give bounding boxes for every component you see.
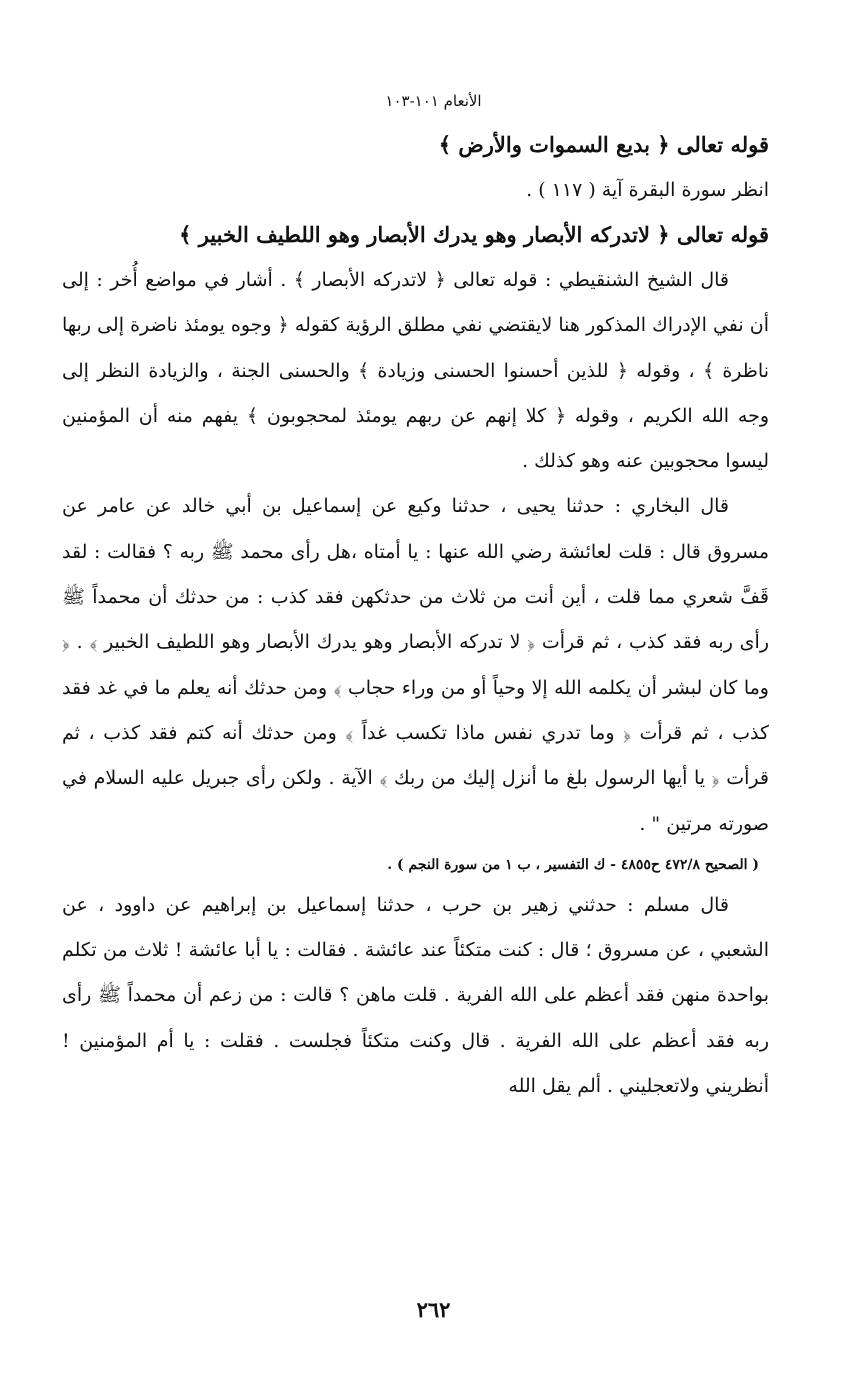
running-header: الأنعام ١٠١-١٠٣ <box>385 92 482 110</box>
cross-reference-baqara: انظر سورة البقرة آية ( ١١٧ ) . <box>526 179 769 201</box>
citation-bukhari: ( الصحيح ٤٧٢/٨ ح٤٨٥٥ - ك التفسير ، ب ١ من سورة النجم ) . <box>387 856 759 873</box>
paragraph-shinqiti: قال الشيخ الشنقيطي : قوله تعالى ﴿ لاتدركه الأبصار ﴾ . أشار في مواضع أُخر : إلى أن نفي الإدراك المذكور هنا لايقتضي نفي مطلق الرؤية كقوله ﴿ وجوه يومئذ ناضرة إلى ربها ناظرة ﴾ ، وقوله ﴿ للذين أحسنوا الحسنى وزيادة ﴾ والحسنى الجنة ، والزيادة النظر إلى وجه الله الكريم ، وقوله ﴿ كلا إنهم عن ربهم يومئذ لمحجوبون ﴾ يفهم منه أن المؤمنين ليسوا محجوبين عنه وهو كذلك . <box>62 269 769 473</box>
verse-heading-badi: قوله تعالى ﴿ بديع السموات والأرض ﴾ <box>438 132 769 157</box>
paragraph-bukhari: قال البخاري : حدثنا يحيى ، حدثنا وكيع عن إسماعيل بن أبي خالد عن عامر عن مسروق قال : قلت لعائشة رضي الله عنها : يا أمتاه ،هل رأى محمد ﷺ ربه ؟ فقالت : لقد قَفَّ شعري مما قلت ، أين أنت من ثلاث من حدثكهن فقد كذب : من حدثك أن محمداً ﷺ رأى ربه فقد كذب ، ثم قرأت ﴿ لا تدركه الأبصار وهو يدرك الأبصار وهو اللطيف الخبير ﴾ . ﴿ وما كان لبشر أن يكلمه الله إلا وحياً أو من وراء حجاب ﴾ ومن حدثك أنه يعلم ما في غد فقد كذب ، ثم قرأت ﴿ وما تدري نفس ماذا تكسب غداً ﴾ ومن حدثك أنه كتم فقد كذب ، ثم قرأت ﴿ يا أيها الرسول بلغ ما أنزل إليك من ربك ﴾ الآية . ولكن رأى جبريل عليه السلام في صورته مرتين " . <box>62 495 769 835</box>
verse-heading-la-tudrikuhu: قوله تعالى ﴿ لاتدركه الأبصار وهو يدرك الأبصار وهو اللطيف الخبير ﴾ <box>179 222 769 247</box>
page-number: ٢٦٢ <box>416 1297 451 1322</box>
page-body <box>62 122 769 1109</box>
paragraph-muslim: قال مسلم : حدثني زهير بن حرب ، حدثنا إسماعيل بن إبراهيم عن داوود ، عن الشعبي ، عن مسروق ؛ قال : كنت متكئاً عند عائشة . فقالت : يا أبا عائشة ! ثلاث من تكلم بواحدة منهن فقد أعظم على الله الفرية . قلت ماهن ؟ قالت : من زعم أن محمداً ﷺ رأى ربه فقد أعظم على الله الفرية . قال وكنت متكئاً فجلست . فقلت : يا أم المؤمنين ! أنظريني ولاتعجليني . ألم يقل الله <box>62 893 769 1098</box>
